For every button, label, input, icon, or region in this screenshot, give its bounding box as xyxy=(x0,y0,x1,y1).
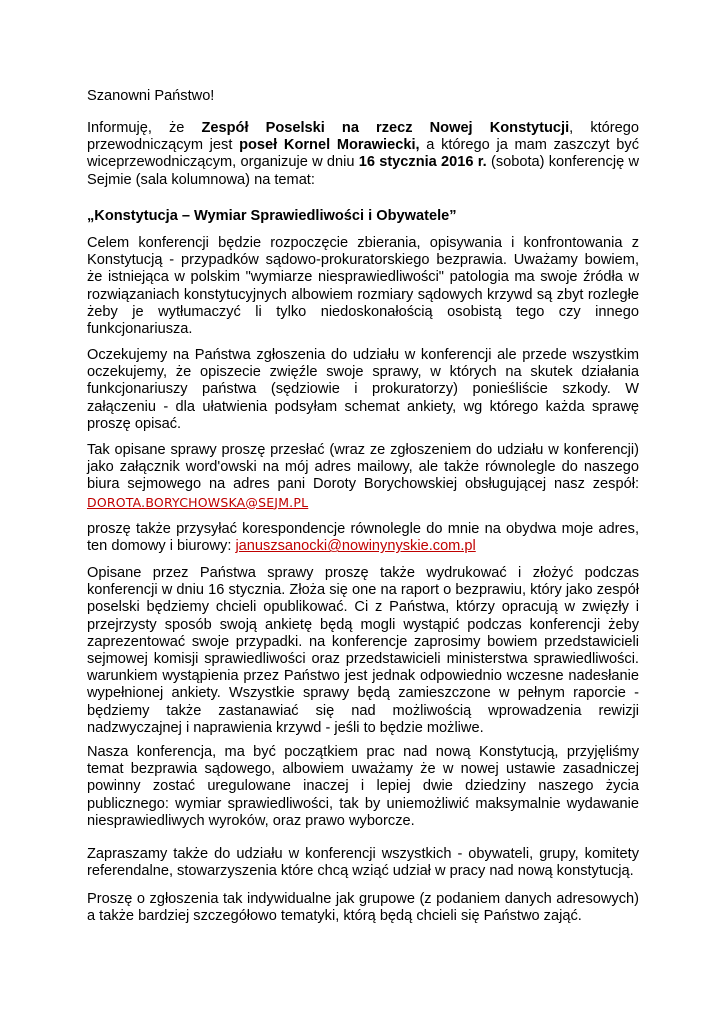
email-link-office[interactable]: DOROTA.BORYCHOWSKA@SEJM.PL xyxy=(87,494,309,510)
intro-text-1: Informuję, że xyxy=(87,120,202,136)
intro-text-3: a którego ja mam zaszczyt być wiceprzewodniczącym, organizuje w dniu xyxy=(87,137,639,171)
paragraph-printing: Opisane przez Państwa sprawy proszę także wydrukować i złożyć podczas konferencji w dniu 16 stycznia. Złoża się one na raport o bezprawiu, który jako zespół poselski będziemy chcieli opublikować. Ci z Państwa, którzy opracują w zwięzły i przejrzysty sposób swoją ankietę będą mogli wystąpić podczas konferencji żeby zaprezentować swoje przypadki. na konferencje zaprosimy bowiem przedstawicieli sejmowej komisji sprawiedliwości oraz przedstawicieli ministerstwa sprawiedliwości. warunkiem wystąpienia przez Państwo jest jednak odpowiednio wczesne nadesłanie wypełnionej ankiety. Wszystkie sprawy będą zamieszczone w pełnym raporcie - będziemy także zastanawiać się nad możliwością wprowadzenia rewizji nadzwyczajnej i naprawienia krzywd - jeśli to będzie możliwe. xyxy=(87,565,639,736)
correspondence-text: proszę także przysyłać korespondencje równolegle do mnie na obydwa moje adres, ten domowy i biurowy: xyxy=(87,521,639,555)
conference-title: „Konstytucja – Wymiar Sprawiedliwości i Obywatele” xyxy=(87,208,457,224)
submission-text: Tak opisane sprawy proszę przesłać (wraz ze zgłoszeniem do udziału w konferencji) jako załącznik word'owski na mój adres mailowy, ale także równolegle do naszego biura sejmowego na adres pani Doroty Borychowskiej obsługującej nasz zespół: xyxy=(87,442,639,493)
greeting: Szanowni Państwo! xyxy=(87,88,215,104)
paragraph-constitution: Nasza konferencja, ma być początkiem prac nad nową Konstytucją, przyjęliśmy temat bezprawia sądowego, albowiem uważamy że w nowej ustawie zasadniczej powinny zostać uregulowane inaczej i lepiej dwie dziedziny naszego życia publicznego: wymiar sprawiedliwości, tak by uniemożliwić maksymalnie wydawanie niesprawiedliwych wyroków, oraz prawo wyborcze. xyxy=(87,744,639,829)
intro-team-name: Zespół Poselski na rzecz Nowej Konstytucji xyxy=(201,120,570,136)
intro-text-2: , którego przewodniczącym jest xyxy=(87,120,639,154)
paragraph-expectations: Oczekujemy na Państwa zgłoszenia do udziału w konferencji ale przede wszystkim oczekujemy, że opiszecie zwięźle swoje sprawy, w których na skutek działania funkcjonariuszy państwa (sędziowie i prokuratorzy) ponieśliście szkody. W załączeniu - dla ułatwienia podsyłam schemat ankiety, wg którego każda sprawę proszę opisać. xyxy=(87,347,639,432)
paragraph-applications: Proszę o zgłoszenia tak indywidualne jak grupowe (z podaniem danych adresowych) a także bardziej szczegółowo tematyki, którą będą chcieli się Państwo zająć. xyxy=(87,891,639,925)
intro-chairman: poseł Kornel Morawiecki, xyxy=(239,137,420,154)
intro-paragraph xyxy=(87,120,639,189)
email-link-personal[interactable]: januszsanocki@nowinynyskie.com.pl xyxy=(235,538,476,555)
intro-date: 16 stycznia 2016 r. xyxy=(358,154,487,171)
intro-text-4: (sobota) konferencję w Sejmie (sala kolumnowa) na temat: xyxy=(87,154,639,188)
paragraph-correspondence xyxy=(87,521,639,555)
paragraph-submission xyxy=(87,442,639,512)
paragraph-goal: Celem konferencji będzie rozpoczęcie zbierania, opisywania i konfrontowania z Konstytucją - przypadków sądowo-prokuratorskiego bezprawia. Uważamy bowiem, że istniejąca w polskim "wymiarze niesprawiedliwości" patologia ma swoje źródła w rozwiązaniach konstytucyjnych albowiem rozmiary sądowych krzywd są zbyt rozległe żeby je wytłumaczyć li tylko niedoskonałością osobistą tego czy innego funkcjonariusza. xyxy=(87,235,639,338)
paragraph-invitation: Zapraszamy także do udziału w konferencji wszystkich - obywateli, grupy, komitety referendalne, stowarzyszenia które chcą wziąć udział w pracy nad nową konstytucją. xyxy=(87,846,639,880)
